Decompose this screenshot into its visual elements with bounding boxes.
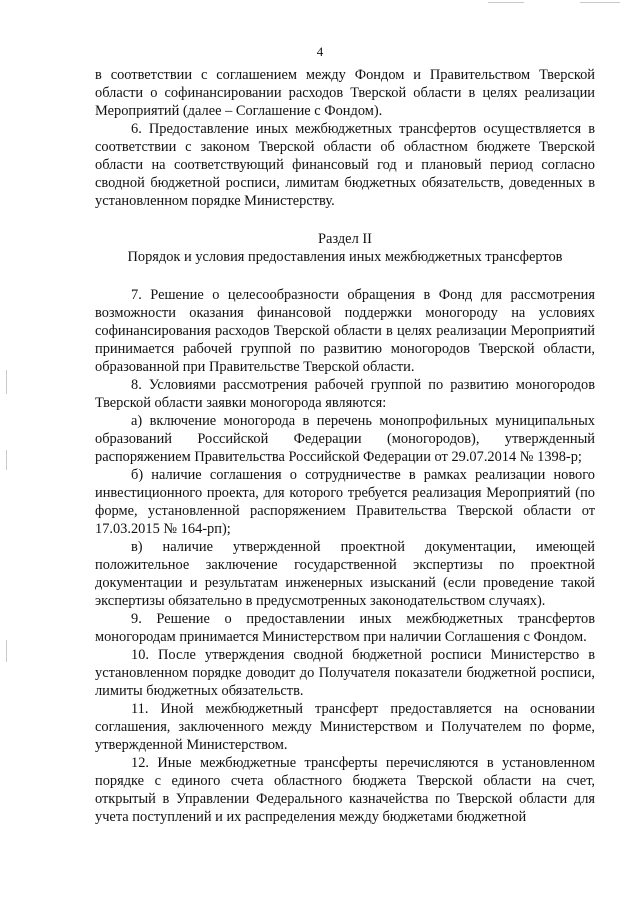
scan-mark-left-2 bbox=[6, 450, 7, 470]
paragraph-9: 9. Решение о предоставлении иных межбюджетных трансфертов моногородам принимается Министерством при наличии Соглашения с Фондом. bbox=[95, 611, 595, 645]
section-subtitle: Порядок и условия предоставления иных межбюджетных трансфертов bbox=[127, 249, 563, 265]
page-number: 4 bbox=[316, 44, 324, 59]
paragraph-8a: а) включение моногорода в перечень монопрофильных муниципальных образований Российской Федерации (моногородов), утвержденный распоряжением Правительства Российской Федерации от 29.07.2014 № 1398-р; bbox=[95, 413, 595, 465]
paragraph-8b: б) наличие соглашения о сотрудничестве в рамках реализации нового инвестиционного проекта, для которого требуется реализация Мероприятий (по форме, установленной распоряжением Правительства Тверской области от 17.03.2015 № 164-рп); bbox=[95, 467, 595, 537]
scan-mark-left-1 bbox=[6, 370, 7, 394]
paragraph-8v: в) наличие утвержденной проектной документации, имеющей положительное заключение государственной экспертизы по проектной документации и результатам инженерных изысканий (если проведение такой экспертизы обязательно в предусмотренных законодательством случаях). bbox=[95, 539, 595, 609]
paragraph-11: 11. Иной межбюджетный трансферт предоставляется на основании соглашения, заключенного между Министерством и Получателем по форме, утвержденной Министерством. bbox=[95, 701, 595, 753]
paragraph-8: 8. Условиями рассмотрения рабочей группой по развитию моногородов Тверской области заявки моногорода являются: bbox=[95, 377, 595, 411]
scan-mark-top-right bbox=[580, 2, 620, 3]
section-title: Раздел II bbox=[318, 231, 372, 247]
paragraph-7: 7. Решение о целесообразности обращения в Фонд для рассмотрения возможности оказания финансовой поддержки моногороду на условиях софинансирования расходов Тверской области в целях реализации Мероприятий принимается рабочей группой по развитию моногородов Тверской области, образованной при Правительстве Тверской области. bbox=[95, 287, 595, 375]
paragraph-6: 6. Предоставление иных межбюджетных трансфертов осуществляется в соответствии с законом Тверской области об областном бюджете Тверской области на соответствующий финансовый год и плановый период согласно сводной бюджетной росписи, лимитам бюджетных обязательств, доведенных в установленном порядке Министерству. bbox=[95, 121, 595, 209]
paragraph-12: 12. Иные межбюджетные трансферты перечисляются в установленном порядке с единого счета областного бюджета Тверской области на счет, открытый в Управлении Федерального казначейства по Тверской области для учета поступлений и их распределения между бюджетами бюджетной bbox=[95, 755, 595, 825]
scan-mark-top bbox=[488, 2, 524, 3]
scan-mark-left-3 bbox=[6, 640, 7, 662]
document-body bbox=[95, 66, 595, 826]
paragraph-10: 10. После утверждения сводной бюджетной росписи Министерство в установленном порядке доводит до Получателя показатели бюджетной росписи, лимиты бюджетных обязательств. bbox=[95, 647, 595, 699]
paragraph-intro-continuation: в соответствии с соглашением между Фондом и Правительством Тверской области о софинансировании расходов Тверской области в целях реализации Мероприятий (далее – Соглашение с Фондом). bbox=[95, 67, 595, 119]
